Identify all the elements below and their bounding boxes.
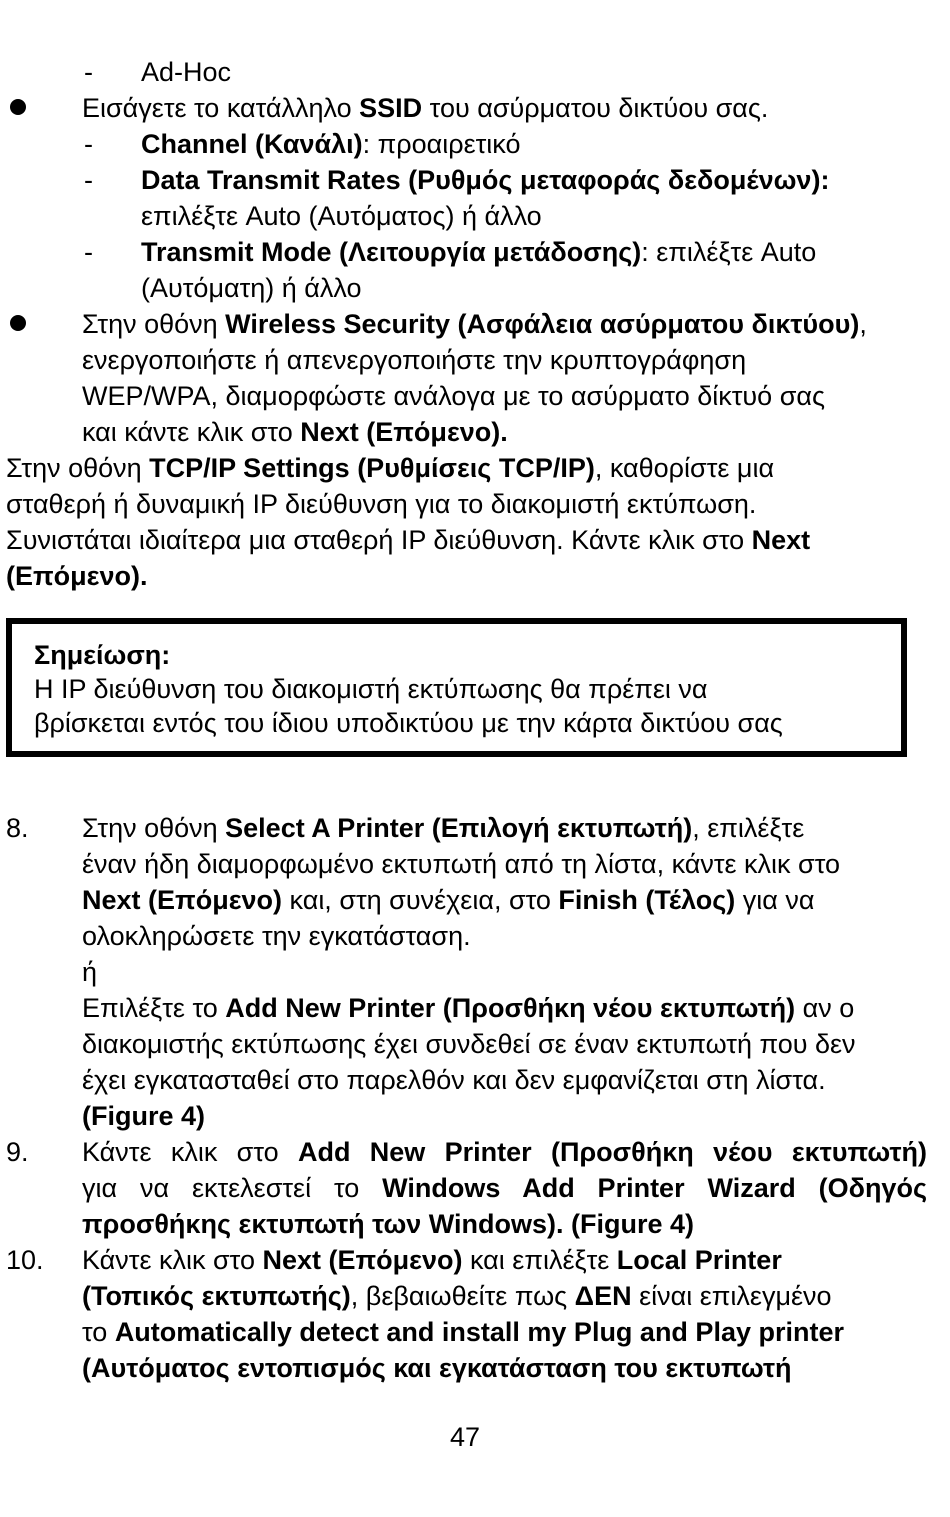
step-8-text: διακομιστής εκτύπωσης έχει συνδεθεί σε έναν εκτυπωτή που δεν (82, 1029, 856, 1059)
step-8-text: ολοκληρώσετε την εγκατάσταση. (82, 921, 471, 951)
dash-marker: - (84, 237, 93, 267)
list-item-rates-cont: επιλέξτε Auto (Αυτόματος) ή άλλο (141, 201, 542, 231)
tcpip-paragraph: Στην οθόνη TCP/IP Settings (Ρυθμίσεις TCP/IP), καθορίστε μια (6, 453, 775, 483)
tcpip-paragraph: σταθερή ή δυναμική IP διεύθυνση για το διακομιστή εκτύπωση. (6, 489, 757, 519)
list-item-security: Στην οθόνη Wireless Security (Ασφάλεια ασύρματου δικτύου), (82, 309, 867, 339)
step-10-text: το Automatically detect and install my Plug and Play printer (82, 1317, 844, 1347)
tcpip-paragraph: Συνιστάται ιδιαίτερα μια σταθερή IP διεύθυνση. Κάντε κλικ στο Next (6, 525, 811, 555)
list-item-security-cont: ενεργοποιήστε ή απενεργοποιήστε την κρυπτογράφηση (82, 345, 747, 375)
list-item-mode-cont: (Αυτόματη) ή άλλο (141, 273, 362, 303)
step-9-text: για να εκτελεστεί το Windows Add Printer Wizard (Οδηγός (82, 1173, 927, 1203)
step-8-text: Next (Επόμενο) και, στη συνέχεια, στο Finish (Τέλος) για να (82, 885, 815, 915)
bullet-icon (10, 99, 26, 115)
step-8-text: έχει εγκατασταθεί στο παρελθόν και δεν εμφανίζεται στη λίστα. (82, 1065, 826, 1095)
step-number: 10. (6, 1245, 44, 1275)
step-10-text: (Τοπικός εκτυπωτής), βεβαιωθείτε πως ΔΕΝ είναι επιλεγμένο (82, 1281, 832, 1311)
list-item-channel: Channel (Κανάλι): προαιρετικό (141, 129, 521, 159)
step-8-text: Στην οθόνη Select A Printer (Επιλογή εκτυπωτή), επιλέξτε (82, 813, 805, 843)
dash-marker: - (84, 165, 93, 195)
step-8-text: ή (82, 957, 98, 987)
step-10-text: Κάντε κλικ στο Next (Επόμενο) και επιλέξτε Local Printer (82, 1245, 782, 1275)
step-8-text: Επιλέξτε το Add New Printer (Προσθήκη νέου εκτυπωτή) αν ο (82, 993, 855, 1023)
step-9-text: Κάντε κλικ στο Add New Printer (Προσθήκη νέου εκτυπωτή) (82, 1137, 927, 1167)
step-9-text: προσθήκης εκτυπωτή των Windows). (Figure 4) (82, 1209, 695, 1239)
note-title: Σημείωση: (34, 640, 171, 670)
list-item-security-cont: WEP/WPA, διαμορφώστε ανάλογα με το ασύρματο δίκτυό σας (82, 381, 825, 411)
list-item-rates: Data Transmit Rates (Ρυθμός μεταφοράς δεδομένων): (141, 165, 830, 195)
step-10-text: (Αυτόματος εντοπισμός και εγκατάσταση του εκτυπωτή (82, 1353, 792, 1383)
tcpip-paragraph: (Επόμενο). (6, 561, 148, 591)
list-item-adhoc: Ad-Hoc (141, 57, 232, 87)
list-item-ssid: Εισάγετε το κατάλληλο SSID του ασύρματου δικτύου σας. (82, 93, 769, 123)
step-8-text: (Figure 4) (82, 1101, 206, 1131)
list-item-mode: Transmit Mode (Λειτουργία μετάδοσης): επιλέξτε Auto (141, 237, 817, 267)
step-number: 9. (6, 1137, 29, 1167)
page-number: 47 (449, 1422, 481, 1452)
dash-marker: - (84, 129, 93, 159)
step-8-text: έναν ήδη διαμορφωμένο εκτυπωτή από τη λίστα, κάντε κλικ στο (82, 849, 841, 879)
list-item-security-cont: και κάντε κλικ στο Next (Επόμενο). (82, 417, 508, 447)
dash-marker: - (84, 57, 93, 87)
bullet-icon (10, 315, 26, 331)
step-number: 8. (6, 813, 29, 843)
note-text: Η IP διεύθυνση του διακομιστή εκτύπωσης θα πρέπει να (34, 674, 708, 704)
note-text: βρίσκεται εντός του ίδιου υποδικτύου με την κάρτα δικτύου σας (34, 708, 783, 738)
